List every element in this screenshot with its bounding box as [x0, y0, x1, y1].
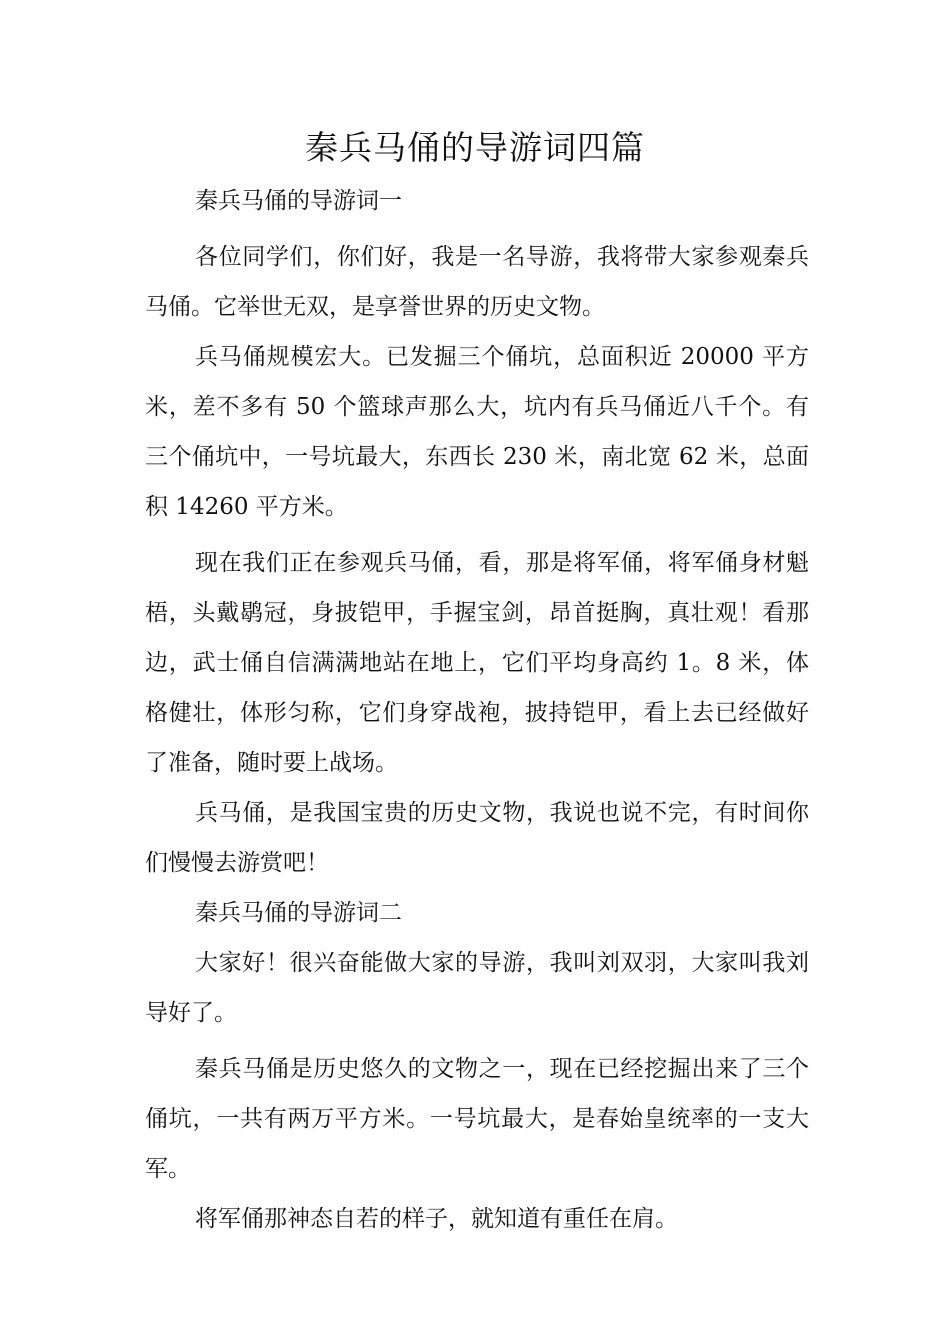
paragraph: 兵马俑，是我国宝贵的历史文物，我说也说不完，有时间你们慢慢去游赏吧！: [145, 800, 809, 876]
section-heading-1: 秦兵马俑的导游词一: [195, 188, 402, 214]
paragraph: 秦兵马俑是历史悠久的文物之一，现在已经挖掘出来了三个俑坑，一共有两万平方米。一号坑最大，是春始皇统率的一支大军。: [145, 1056, 809, 1182]
paragraph: 各位同学们，你们好，我是一名导游，我将带大家参观秦兵马俑。它举世无双，是享誉世界的历史文物。: [145, 244, 809, 320]
paragraph: 大家好！很兴奋能做大家的导游，我叫刘双羽，大家叫我刘导好了。: [145, 950, 809, 1026]
paragraph: 现在我们正在参观兵马俑，看，那是将军俑，将军俑身材魁梧，头戴鹖冠，身披铠甲，手握宝剑，昂首挺胸，真壮观！看那边，武士俑自信满满地站在地上，它们平均身高约 1。8 米，体格健壮，体形匀称，它们身穿战袍，披持铠甲，看上去已经做好了准备，随时要上战场。: [145, 550, 809, 776]
paragraph: 兵马俑规模宏大。已发掘三个俑坑，总面积近 20000 平方米，差不多有 50 个篮球声那么大，坑内有兵马俑近八千个。有三个俑坑中，一号坑最大，东西长 230 米，南北宽 62 米，总面积 14260 平方米。: [145, 344, 809, 520]
document-title: 秦兵马俑的导游词四篇: [305, 128, 645, 167]
document-body: [145, 176, 809, 1244]
paragraph: 将军俑那神态自若的样子，就知道有重任在肩。: [195, 1206, 678, 1232]
section-heading-2: 秦兵马俑的导游词二: [195, 900, 402, 926]
